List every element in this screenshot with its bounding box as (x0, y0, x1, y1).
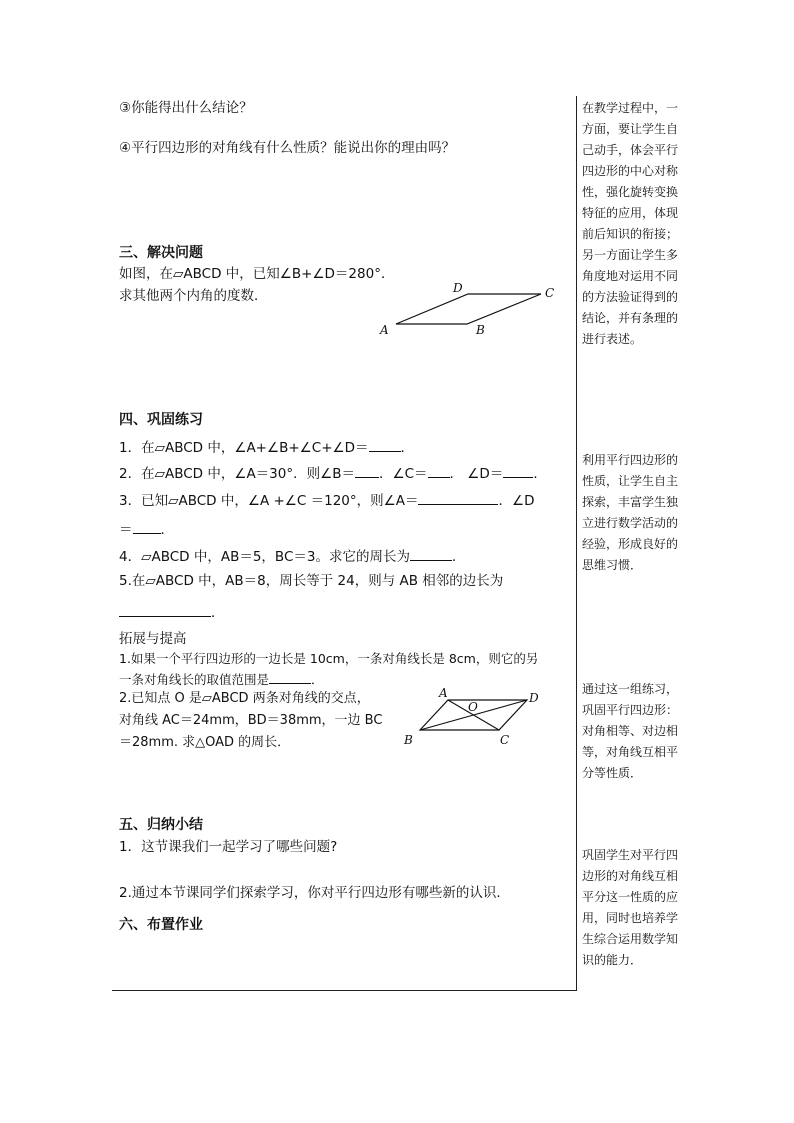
exercise-3-end: ． (160, 522, 174, 538)
side-note-2: 利用平行四边形的性质，让学生自主探索，丰富学生独立进行数学活动的经验，形成良好的思维习惯． (582, 453, 679, 572)
exercise-3-continued (119, 519, 174, 539)
side-note-1: 在教学过程中，一方面，要让学生自己动手，体会平行四边形的中心对称性，强化旋转变换特征的应用，体现前后知识的衔接；另一方面让学生多角度地对运用不同的方法验证得到的结论，并有条理的进行表述。 (582, 101, 679, 346)
column-divider (576, 96, 577, 990)
summary-item-2: 2.通过本节课同学们探索学习，你对平行四边形有哪些新的认识. (119, 885, 501, 901)
answer-blank (428, 463, 450, 478)
table-bottom-border (112, 990, 577, 991)
exercise-3-text-c: ＝ (119, 522, 133, 538)
parallelogram-abcd (396, 294, 541, 324)
exercise-3 (119, 490, 534, 510)
exercise-2-text-c: ． ∠D＝ (449, 466, 504, 482)
section-3-problem-line-1: 如图，在▱ABCD 中，已知∠B+∠D＝280°． (119, 266, 395, 282)
label-a: A (380, 323, 389, 337)
exercise-1-text: 1．在▱ABCD 中，∠A+∠B+∠C+∠D＝ (119, 440, 369, 456)
answer-blank (119, 602, 211, 617)
label-c: C (500, 733, 510, 747)
exercise-1 (119, 437, 414, 457)
exercise-3-text-a: 3．已知▱ABCD 中，∠A +∠C ＝120°，则∠A＝ (119, 493, 419, 509)
exercise-4-text: 4．▱ABCD 中，AB＝5，BC＝3。求它的周长为 (119, 549, 410, 565)
answer-blank (133, 519, 161, 534)
extension-problem-2-line-1: 2.已知点 O 是▱ABCD 两条对角线的交点， (119, 691, 370, 706)
exercise-5: 5.在▱ABCD 中，AB＝8，周长等于 24，则与 AB 相邻的边长为 (119, 573, 504, 589)
answer-blank (269, 669, 311, 684)
section-3-problem-line-2: 求其他两个内角的度数． (119, 288, 268, 304)
exercise-2 (119, 463, 547, 483)
exercise-4-end: ． (451, 549, 466, 565)
parallelogram-figure-1 (370, 280, 560, 340)
exercise-3-text-b: ．∠D (498, 493, 535, 509)
exercise-1-end: ． (400, 440, 415, 456)
answer-blank (410, 546, 452, 561)
extension-problem-1-line-2 (119, 669, 324, 689)
section-5-heading: 五、归纳小结 (119, 817, 203, 833)
parallelogram-figure-2 (396, 684, 556, 748)
exercise-5-answer (119, 602, 225, 622)
section-3-heading: 三、解决问题 (119, 245, 203, 261)
side-note-4: 巩固学生对平行四边形的对角线互相平分这一性质的应用，同时也培养学生综合运用数学知识的能力． (582, 848, 679, 967)
extension-problem-1-text: 一条对角线长的取值范围是 (119, 672, 270, 687)
label-a: A (439, 686, 448, 700)
exercise-4 (119, 546, 465, 566)
extension-problem-2-line-3: ＝28mm. 求△OAD 的周长． (119, 735, 291, 750)
question-3: ③你能得出什么结论？ (119, 100, 253, 116)
label-c: C (545, 286, 555, 300)
label-b: B (476, 323, 485, 337)
exercise-2-text-a: 2．在▱ABCD 中，∠A＝30°．则∠B＝ (119, 466, 355, 482)
exercise-5-end: ． (211, 605, 225, 621)
answer-blank (355, 463, 379, 478)
question-4: ④平行四边形的对角线有什么性质？能说出你的理由吗？ (119, 140, 456, 156)
answer-blank (503, 463, 533, 478)
extension-problem-1-line-1: 1.如果一个平行四边形的一边长是 10cm，一条对角线长是 8cm，则它的另 (119, 651, 539, 666)
answer-blank (369, 437, 401, 452)
answer-blank (418, 490, 498, 505)
label-o: O (468, 700, 478, 714)
label-d: D (529, 691, 539, 705)
summary-item-1: 1．这节课我们一起学习了哪些问题? (119, 839, 338, 855)
extension-heading: 拓展与提高 (119, 631, 187, 647)
exercise-2-text-b: ．∠C＝ (378, 466, 428, 482)
label-d: D (453, 281, 463, 295)
exercise-2-end: ． (533, 466, 547, 482)
label-b: B (404, 733, 413, 747)
extension-problem-1-end: ． (311, 672, 324, 687)
extension-problem-2-line-2: 对角线 AC＝24mm，BD＝38mm，一边 BC (119, 713, 383, 728)
section-4-heading: 四、巩固练习 (119, 412, 203, 428)
section-6-heading: 六、布置作业 (119, 917, 203, 933)
side-note-3: 通过这一组练习，巩固平行四边形：对角相等、对边相等，对角线互相平分等性质． (582, 682, 679, 780)
